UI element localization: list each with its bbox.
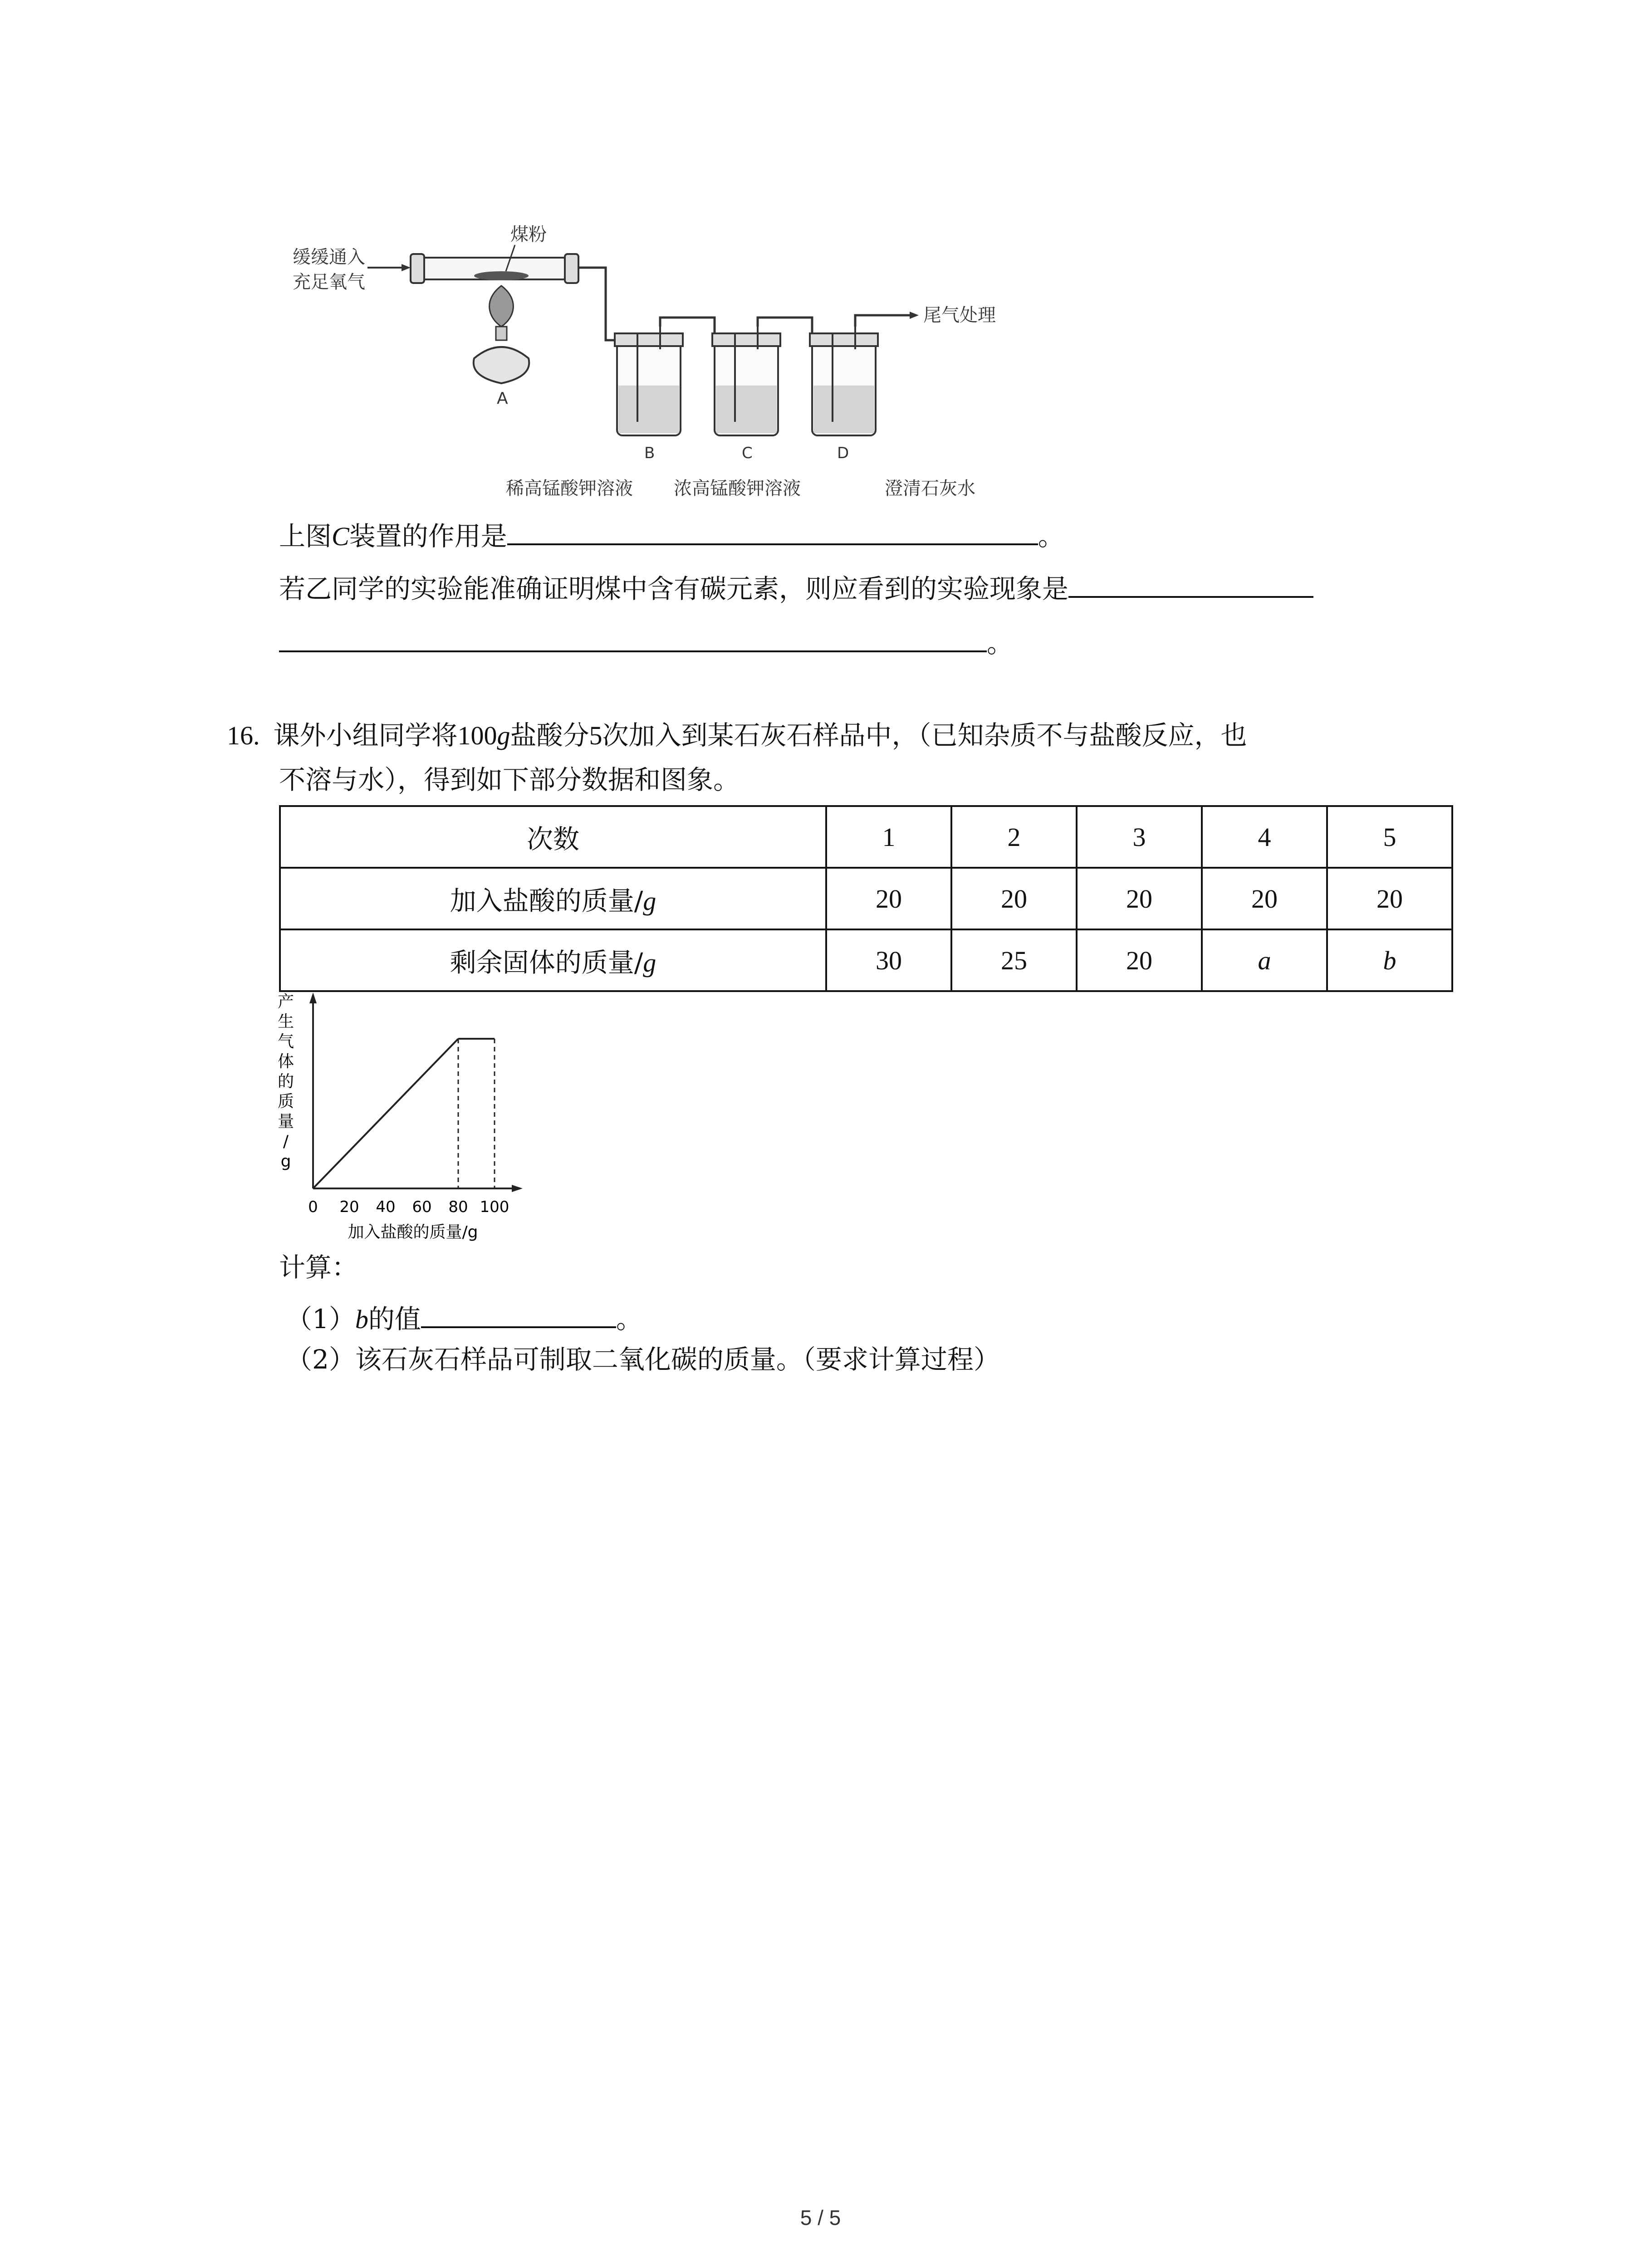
chart-ylabel — [278, 992, 294, 1171]
q16-calc-label: 计算： — [279, 1252, 358, 1283]
q16-sub1: （1）b的值 。 — [286, 1301, 642, 1333]
page-number: 5 / 5 — [800, 2206, 841, 2229]
q16-data-table — [279, 805, 1453, 992]
table-cell: 剩余固体的质量/g — [280, 929, 826, 991]
q16-gas-chart — [272, 989, 554, 1252]
y-axis-arrow — [309, 992, 317, 1003]
label-B: B — [644, 444, 655, 462]
x-tick-label: 80 — [448, 1198, 468, 1216]
label-D: D — [837, 444, 849, 462]
q16-sub2: （2）该石灰石样品可制取二氧化碳的质量。（要求计算过程） — [286, 1344, 1000, 1375]
table-cell: 20 — [1327, 868, 1452, 929]
q15-answer-blank-2b[interactable] — [279, 625, 987, 652]
table-row-acid — [280, 868, 1452, 929]
table-cell: 20 — [1202, 868, 1327, 929]
table-cell: 25 — [951, 929, 1077, 991]
apparatus-diagram — [279, 222, 1050, 513]
label-C-solution: 浓高锰酸钾溶液 — [674, 478, 801, 499]
table-cell: 4 — [1202, 806, 1327, 868]
ylabel-char: 体 — [277, 1052, 294, 1071]
table-cell: 5 — [1327, 806, 1452, 868]
table-row-solid — [280, 929, 1452, 991]
x-tick-label: 60 — [412, 1198, 432, 1216]
coal-label: 煤粉 — [510, 224, 547, 245]
ylabel-char: 质 — [277, 1092, 294, 1111]
table-cell: 20 — [826, 868, 951, 929]
table-cell: 3 — [1077, 806, 1202, 868]
ylabel-char: g — [280, 1152, 291, 1171]
table-cell: 1 — [826, 806, 951, 868]
table-cell: 次数 — [280, 806, 826, 868]
label-B-solution: 稀高锰酸钾溶液 — [506, 478, 633, 499]
ylabel-char: 生 — [277, 1012, 294, 1031]
q15-answer-blank-1[interactable] — [507, 518, 1038, 545]
q15-line1: 上图C装置的作用是 。 — [279, 518, 1064, 550]
exhaust-label: 尾气处理 — [923, 305, 996, 326]
table-cell: 2 — [951, 806, 1077, 868]
series-rise-line — [313, 1039, 458, 1188]
table-cell: 20 — [951, 868, 1077, 929]
x-tick-label: 100 — [480, 1198, 509, 1216]
table-cell: a — [1202, 929, 1327, 991]
ylabel-char: 的 — [277, 1072, 294, 1091]
table-cell: 30 — [826, 929, 951, 991]
ylabel-char: 产 — [277, 992, 294, 1011]
x-axis-arrow — [512, 1185, 523, 1192]
q15-line2: 若乙同学的实验能准确证明煤中含有碳元素，则应看到的实验现象是 — [279, 571, 1313, 602]
q15-line3: 。 — [279, 625, 1013, 656]
table-cell: b — [1327, 929, 1452, 991]
chart-xlabel: 加入盐酸的质量/g — [348, 1223, 478, 1242]
inlet-label-2: 充足氧气 — [293, 272, 365, 293]
q16-line1: 16. 课外小组同学将100g盐酸分5次加入到某石灰石样品中，（已知杂质不与盐酸反应，也 — [227, 720, 1247, 751]
table-cell: 20 — [1077, 868, 1202, 929]
ylabel-char: 量 — [277, 1112, 294, 1131]
table-row-header — [280, 806, 1452, 868]
label-D-solution: 澄清石灰水 — [885, 478, 975, 499]
ylabel-char: / — [283, 1132, 289, 1151]
x-tick-label: 20 — [339, 1198, 359, 1216]
table-cell: 加入盐酸的质量/g — [280, 868, 826, 929]
table-cell: 20 — [1077, 929, 1202, 991]
inlet-label-1: 缓缓通入 — [293, 247, 365, 268]
ylabel-char: 气 — [277, 1032, 294, 1051]
label-A: A — [497, 389, 508, 408]
q15-answer-blank-2a[interactable] — [1068, 571, 1313, 598]
x-tick-label: 0 — [308, 1198, 318, 1216]
x-tick-label: 40 — [376, 1198, 396, 1216]
q16-b-answer-blank[interactable] — [421, 1301, 616, 1328]
q16-line2: 不溶与水），得到如下部分数据和图象。 — [279, 764, 740, 795]
label-C: C — [742, 444, 753, 462]
